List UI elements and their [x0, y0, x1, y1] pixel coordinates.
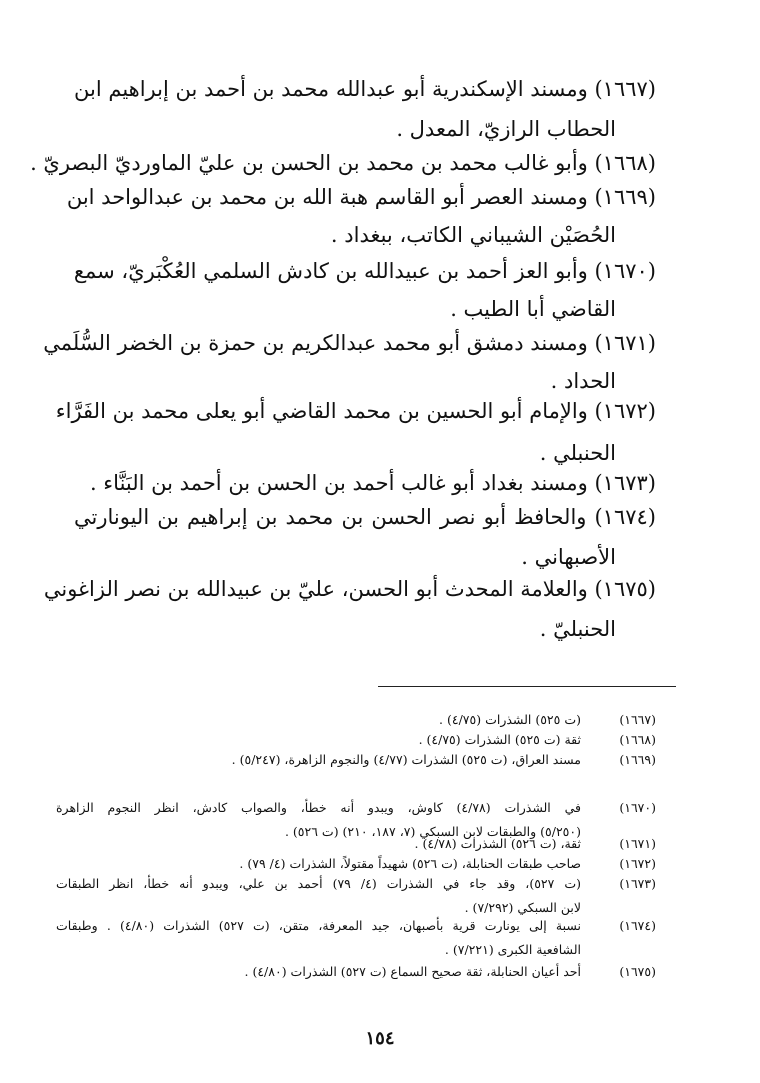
footnote-number: (١٦٧٤) [619, 918, 656, 933]
entry-line: الأصبهاني . [521, 545, 616, 569]
entry-line: القاضي أبا الطيب . [450, 297, 616, 321]
footnote-text [56, 748, 581, 772]
entry-line: (١٦٧٢) والإمام أبو الحسين بن محمد القاضي أبو يعلى محمد بن الفَرَّاء [55, 399, 656, 423]
footnote-line: الشافعية الكبرى (٧/٢٢١) . [444, 942, 581, 957]
entry-line: الحُصَيْن الشيباني الكاتب، ببغداد . [330, 223, 616, 247]
entry-line: (١٦٧٥) والعلامة المحدث أبو الحسن، عليّ بن عبيدالله بن نصر الزاغوني [43, 577, 656, 601]
footnote-number: (١٦٧٢) [619, 856, 656, 871]
entry-line: (١٦٦٩) ومسند العصر أبو القاسم هبة الله بن محمد بن عبدالواحد ابن [66, 185, 656, 209]
footnote-text [56, 960, 581, 984]
footnote-number: (١٦٧٣) [619, 876, 656, 891]
footnote-line: (٥/٢٥٠) والطبقات لابن السبكي (٧، ١٨٧، ٢١٠) (ت ٥٢٦) . [284, 824, 581, 839]
footnote-line: (ت ٥٢٧)، وقد جاء في الشذرات (٤/ ٧٩) أحمد بن علي، ويبدو أنه خطأ، انظر الطبقات [56, 876, 581, 891]
footnote-line: في الشذرات (٤/٧٨) كاوش، ويبدو أنه خطأ، والصواب كادش، انظر النجوم الزاهرة [56, 800, 581, 815]
footnote-line: ثقة (ت ٥٢٥) الشذرات (٤/٧٥) . [418, 732, 581, 747]
entry-line: (١٦٧٠) وأبو العز أحمد بن عبيدالله بن كادش السلمي العُكْبَريّ، سمع [73, 259, 656, 283]
footnote-number: (١٦٧١) [619, 836, 656, 851]
footnote-line: لابن السبكي (٧/٢٩٢) . [464, 900, 581, 915]
entry-line: (١٦٦٧) ومسند الإسكندرية أبو عبدالله محمد بن أحمد بن إبراهيم ابن [74, 77, 656, 101]
entry-line: (١٦٦٨) وأبو غالب محمد بن محمد بن الحسن بن عليّ الماورديّ البصريّ . [30, 151, 656, 175]
entry-line: الحطاب الرازيّ، المعدل . [396, 117, 616, 141]
footnote-number: (١٦٧٥) [619, 964, 656, 979]
entry-line: (١٦٧٤) والحافظ أبو نصر الحسن بن محمد بن إبراهيم بن اليونارتي [74, 505, 656, 529]
page-number: ١٥٤ [365, 1028, 395, 1049]
footnote-line: (ت ٥٢٥) الشذرات (٤/٧٥) . [439, 712, 581, 727]
entry-line: (١٦٧٣) ومسند بغداد أبو غالب أحمد بن الحسن بن أحمد بن البَنَّاء . [89, 471, 656, 495]
footnote-number: (١٦٦٩) [619, 752, 656, 767]
footnote-separator [378, 686, 676, 687]
footnote-text [56, 872, 581, 920]
footnote-line: أحد أعيان الحنابلة، ثقة صحيح السماع (ت ٥٢٧) الشذرات (٤/٨٠) . [244, 964, 581, 979]
footnote-line: صاحب طبقات الحنابلة، (ت ٥٢٦) شهيداً مقتولاً، الشذرات (٤/ ٧٩) . [239, 856, 581, 871]
footnote-line: نسبة إلى يونارت قرية بأصبهان، جيد المعرفة، متقن، (ت ٥٢٧) الشذرات (٤/٨٠) . وطبقات [56, 918, 581, 933]
footnote-text [56, 914, 581, 962]
entry-line: الحداد . [550, 369, 616, 393]
entry-line: (١٦٧١) ومسند دمشق أبو محمد عبدالكريم بن حمزة بن الخضر السُّلَمي [43, 331, 656, 355]
footnote-line: مسند العراق، (ت ٥٢٥) الشذرات (٤/٧٧) والنجوم الزاهرة، (٥/٢٤٧) . [231, 752, 581, 767]
entry-line: الحنبلي . [539, 441, 616, 465]
entry-line: الحنبليّ . [539, 617, 616, 641]
footnote-number: (١٦٦٨) [619, 732, 656, 747]
footnote-line: ثقة، (ت ٥٢٦) الشذرات (٤/٧٨) . [414, 836, 581, 851]
footnote-number: (١٦٦٧) [619, 712, 656, 727]
footnote-number: (١٦٧٠) [619, 800, 656, 815]
